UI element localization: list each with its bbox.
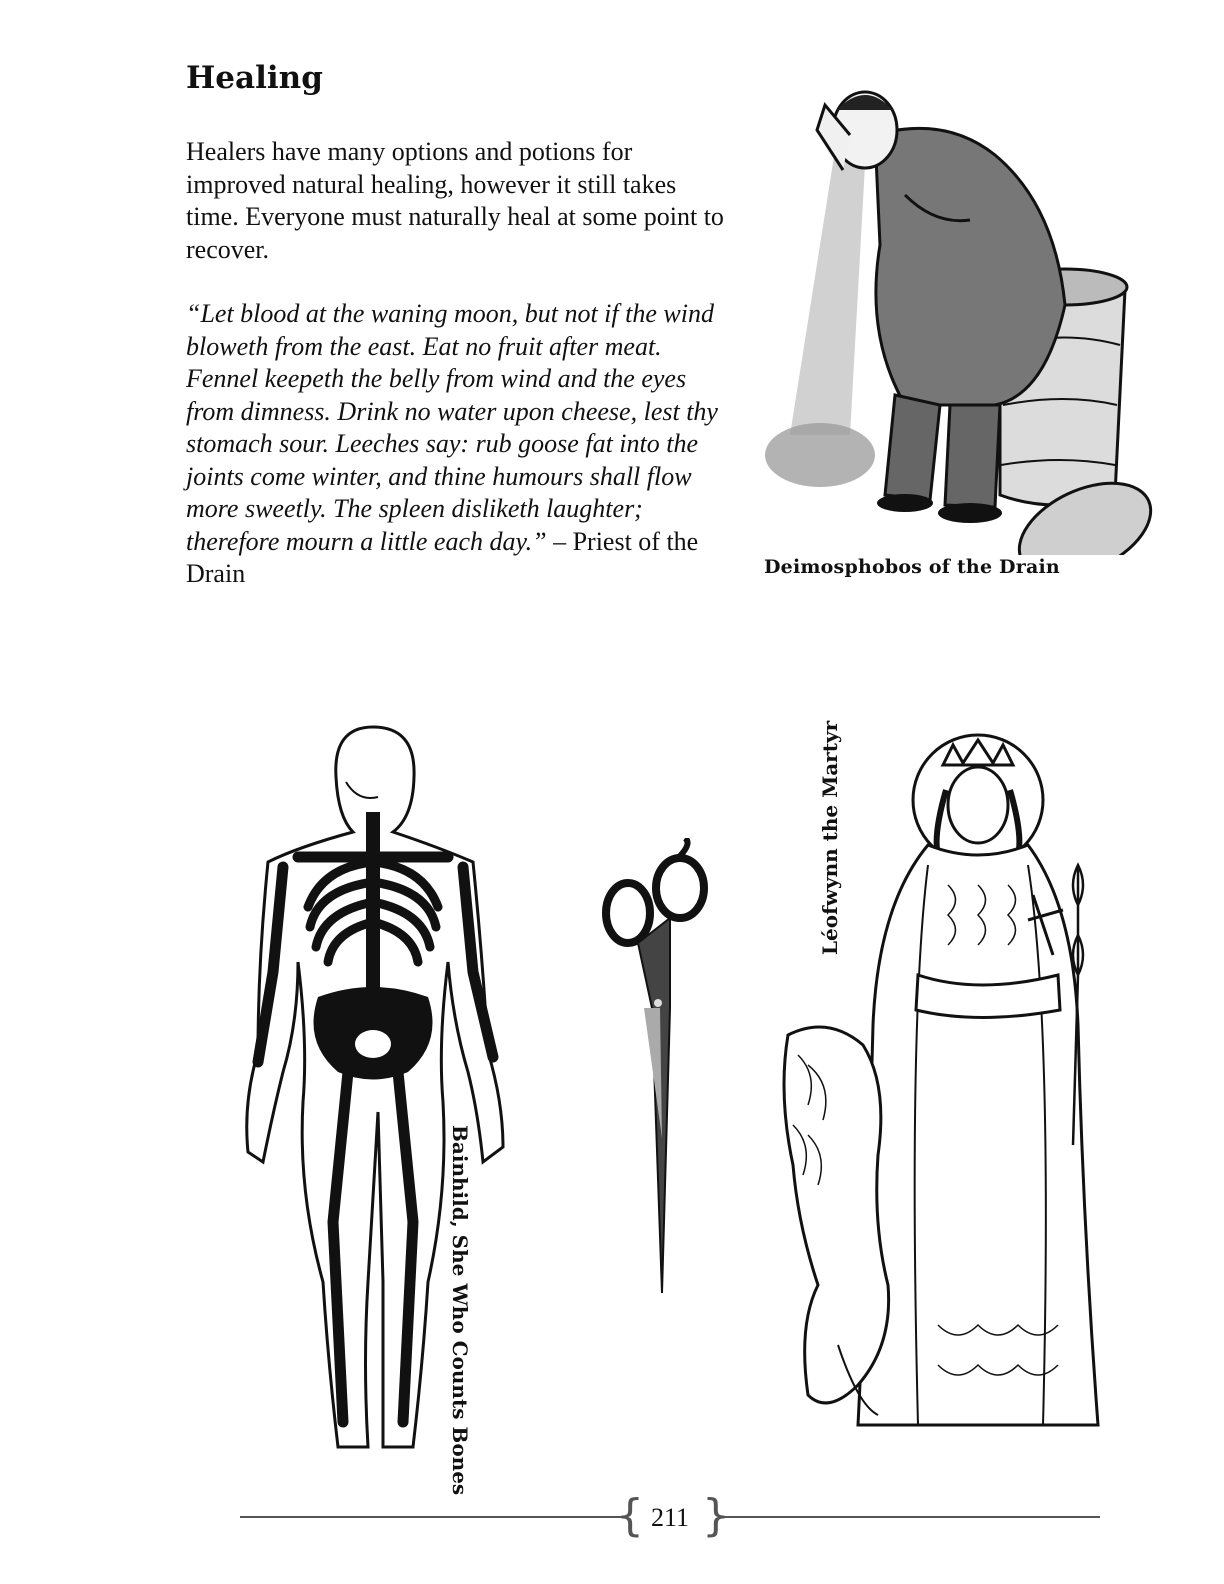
footer-rule-right [718, 1516, 1100, 1518]
quote-paragraph [186, 298, 731, 591]
page-number: 211 [650, 1503, 690, 1532]
drain-caption: Deimosphobos of the Drain [764, 556, 1060, 578]
footer-bracket-right: } [702, 1490, 730, 1541]
footer-rule-left [240, 1516, 622, 1518]
quote-attribution: – Priest of the Drain [186, 526, 699, 588]
skeleton-caption: Bainhild, She Who Counts Bones [448, 1125, 472, 1496]
footer-bracket-left: { [616, 1490, 644, 1541]
quote-text: “Let blood at the waning moon, but not if the wind bloweth from the east. Eat no fruit after meat. Fennel keepeth the belly from wind and the eyes from dimness. Drink no water upon cheese, lest thy stomach sour. Leeches say: rub goose fat into the joints come winter, and thine humours shall flow more sweetly. The spleen disliketh laughter; therefore mourn a little each day.” [186, 299, 718, 556]
section-heading: Healing [186, 60, 323, 96]
scissors-illustration [600, 838, 720, 1298]
skeleton-illustration [228, 722, 518, 1462]
martyr-caption: Léofwynn the Martyr [818, 720, 842, 955]
intro-paragraph: Healers have many options and potions for improved natural healing, however it still takes time. Everyone must naturally heal at some point to recover. [186, 137, 724, 264]
drain-figure-illustration [755, 75, 1165, 555]
